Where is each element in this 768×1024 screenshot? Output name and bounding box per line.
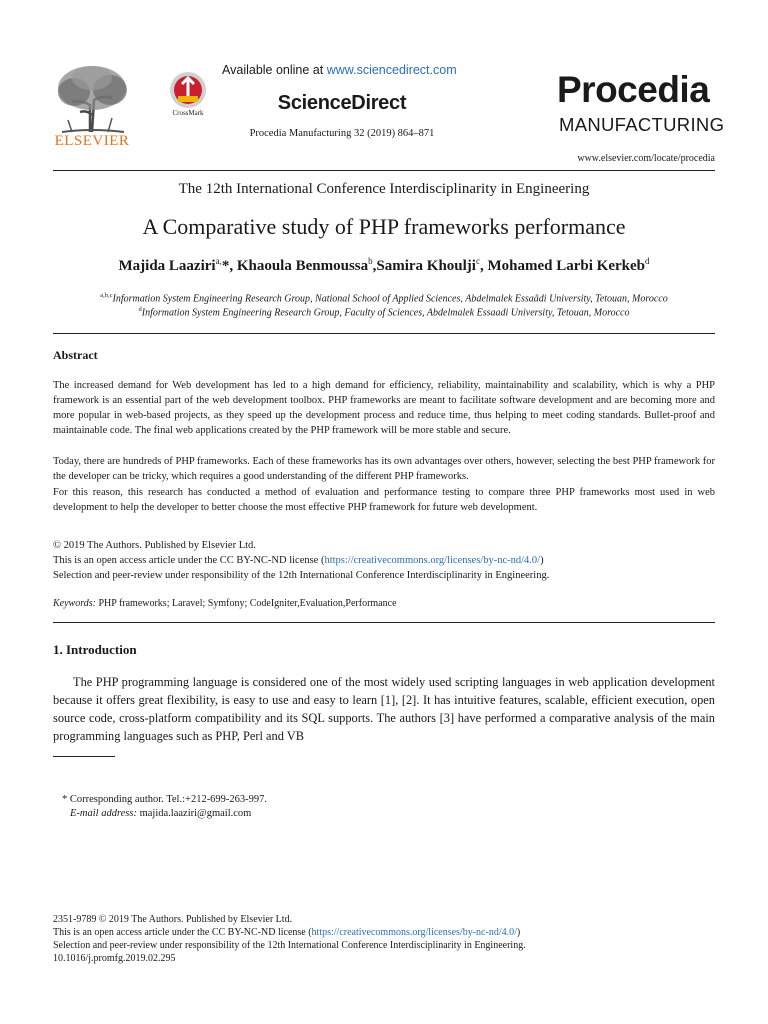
available-online — [222, 63, 482, 77]
license-line: © 2019 The Authors. Published by Elsevier Ltd. — [53, 540, 256, 551]
abstract-heading: Abstract — [53, 348, 98, 362]
corresponding-author: * Corresponding author. Tel.:+212-699-263-997. — [62, 794, 268, 805]
sciencedirect-logo[interactable]: ScienceDirect — [277, 92, 407, 114]
license-suffix: ) — [540, 555, 544, 566]
author-list — [0, 256, 768, 275]
bottom-license-suffix: ) — [516, 927, 521, 938]
available-prefix: Available online at — [222, 63, 327, 77]
author-name: Khaoula Benmoussa — [236, 258, 369, 274]
affiliation — [0, 292, 768, 304]
affiliation-mark: a,b,c — [100, 292, 113, 299]
bottom-license-link[interactable]: https://creativecommons.org/licenses/by-nc-nd/4.0/ — [311, 927, 517, 938]
keywords-label: Keywords: — [53, 598, 96, 609]
footnote — [62, 793, 662, 821]
author-name: Majida Laaziri — [118, 258, 216, 274]
affiliation-mark: d — [138, 306, 142, 313]
email-label: E-mail address: — [70, 808, 137, 819]
author-name: Samira Khoulji — [376, 258, 476, 274]
journal-reference: Procedia Manufacturing 32 (2019) 864–871 — [249, 128, 435, 139]
sciencedirect-link[interactable]: www.sciencedirect.com — [326, 63, 457, 77]
author-affiliation-mark: a, — [215, 256, 222, 266]
license-line: Selection and peer-review under responsibility of the 12th International Conference Interdisciplinarity in Engineering. — [53, 570, 550, 581]
author-separator: *, — [221, 258, 237, 274]
bottom-license-line — [53, 926, 715, 939]
email-address[interactable]: majida.laaziri@gmail.com — [136, 808, 252, 819]
copyright-block — [53, 913, 715, 965]
abstract-top-divider — [53, 333, 715, 334]
email-line — [62, 807, 662, 821]
journal-url[interactable]: www.elsevier.com/locate/procedia — [577, 153, 715, 164]
affiliation — [0, 306, 768, 318]
paper-title: A Comparative study of PHP frameworks performance — [142, 214, 626, 239]
abstract-bottom-divider — [53, 622, 715, 623]
author-name: Mohamed Larbi Kerkeb — [487, 258, 645, 274]
author-affiliation-mark: c — [475, 256, 480, 266]
doi[interactable]: 10.1016/j.promfg.2019.02.295 — [53, 953, 176, 964]
issn-line: 2351-9789 © 2019 The Authors. Published by Elsevier Ltd. — [53, 914, 293, 925]
abstract-paragraph: For this reason, this research has conducted a method of evaluation and performance testing to compare three PHP frameworks most used in web development to help the developer to better choose the most effective PHP framework for future web development. — [53, 487, 715, 513]
footnote-divider — [53, 756, 115, 757]
affiliation-text: Information System Engineering Research Group, Faculty of Sciences, Abdelmalek Essaadi University, Tetouan, Morocco — [141, 307, 630, 319]
license-line — [53, 553, 715, 568]
peer-review-line: Selection and peer-review under responsibility of the 12th International Conference Interdisciplinarity in Engineering. — [53, 940, 526, 951]
introduction-paragraph: The PHP programming language is considered one of the most widely used scripting languages in web application development because it offers great flexibility, is easy to use and easy to learn [1], [2]. It has intuitive features, scalable, efficient execution, open source code, cross-platform compatibility and its SQL supports. The authors [3] have performed a comparative analysis of the main programming languages such as PHP, Perl and VB — [53, 675, 715, 743]
abstract-paragraph: Today, there are hundreds of PHP frameworks. Each of these frameworks has its own advantages over others, however, selecting the best PHP framework for the developer can be tricky, which requires a good understanding of the different PHP frameworks. — [53, 456, 715, 482]
crossmark-label: CrossMark — [172, 109, 204, 117]
license-link[interactable]: https://creativecommons.org/licenses/by-nc-nd/4.0/ — [324, 555, 541, 566]
section-heading: 1. Introduction — [53, 642, 137, 657]
abstract-paragraph: The increased demand for Web development has led to a high demand for efficiency, reliability, maintainability and scalability, which is why a PHP framework is an essential part of the web development toolbox. PHP frameworks are meant to facilitate software development and are becoming more and more popular in web-based projects, as they speed up the development process and reduce time, thus helping to meet coding standards. Bullet-proof and maintainable code. The final web applications created by the PHP framework will be more stable and secure. — [53, 380, 715, 436]
author-separator: , — [372, 258, 377, 274]
author-affiliation-mark: b — [368, 256, 373, 266]
keywords-text: PHP frameworks; Laravel; Symfony; CodeIgniter,Evaluation,Performance — [95, 598, 397, 609]
crossmark-icon[interactable] — [168, 70, 208, 110]
publisher-name: ELSEVIER — [54, 133, 130, 149]
keywords — [53, 598, 715, 609]
author-affiliation-mark: d — [644, 256, 650, 266]
journal-logo-title: Procedia — [557, 69, 710, 110]
affiliation-text: Information System Engineering Research Group, National School of Applied Sciences, Abdelmalek Essaâdi University, Tetouan, Morocco — [112, 293, 668, 305]
bottom-license-prefix: This is an open access article under the CC BY-NC-ND license ( — [53, 927, 312, 938]
journal-logo-subtitle: MANUFACTURING — [559, 114, 725, 135]
license-prefix: This is an open access article under the CC BY-NC-ND license ( — [53, 555, 325, 566]
conference-name: The 12th International Conference Interdisciplinarity in Engineering — [178, 181, 590, 197]
author-separator: , — [479, 258, 488, 274]
header-divider — [53, 170, 715, 171]
